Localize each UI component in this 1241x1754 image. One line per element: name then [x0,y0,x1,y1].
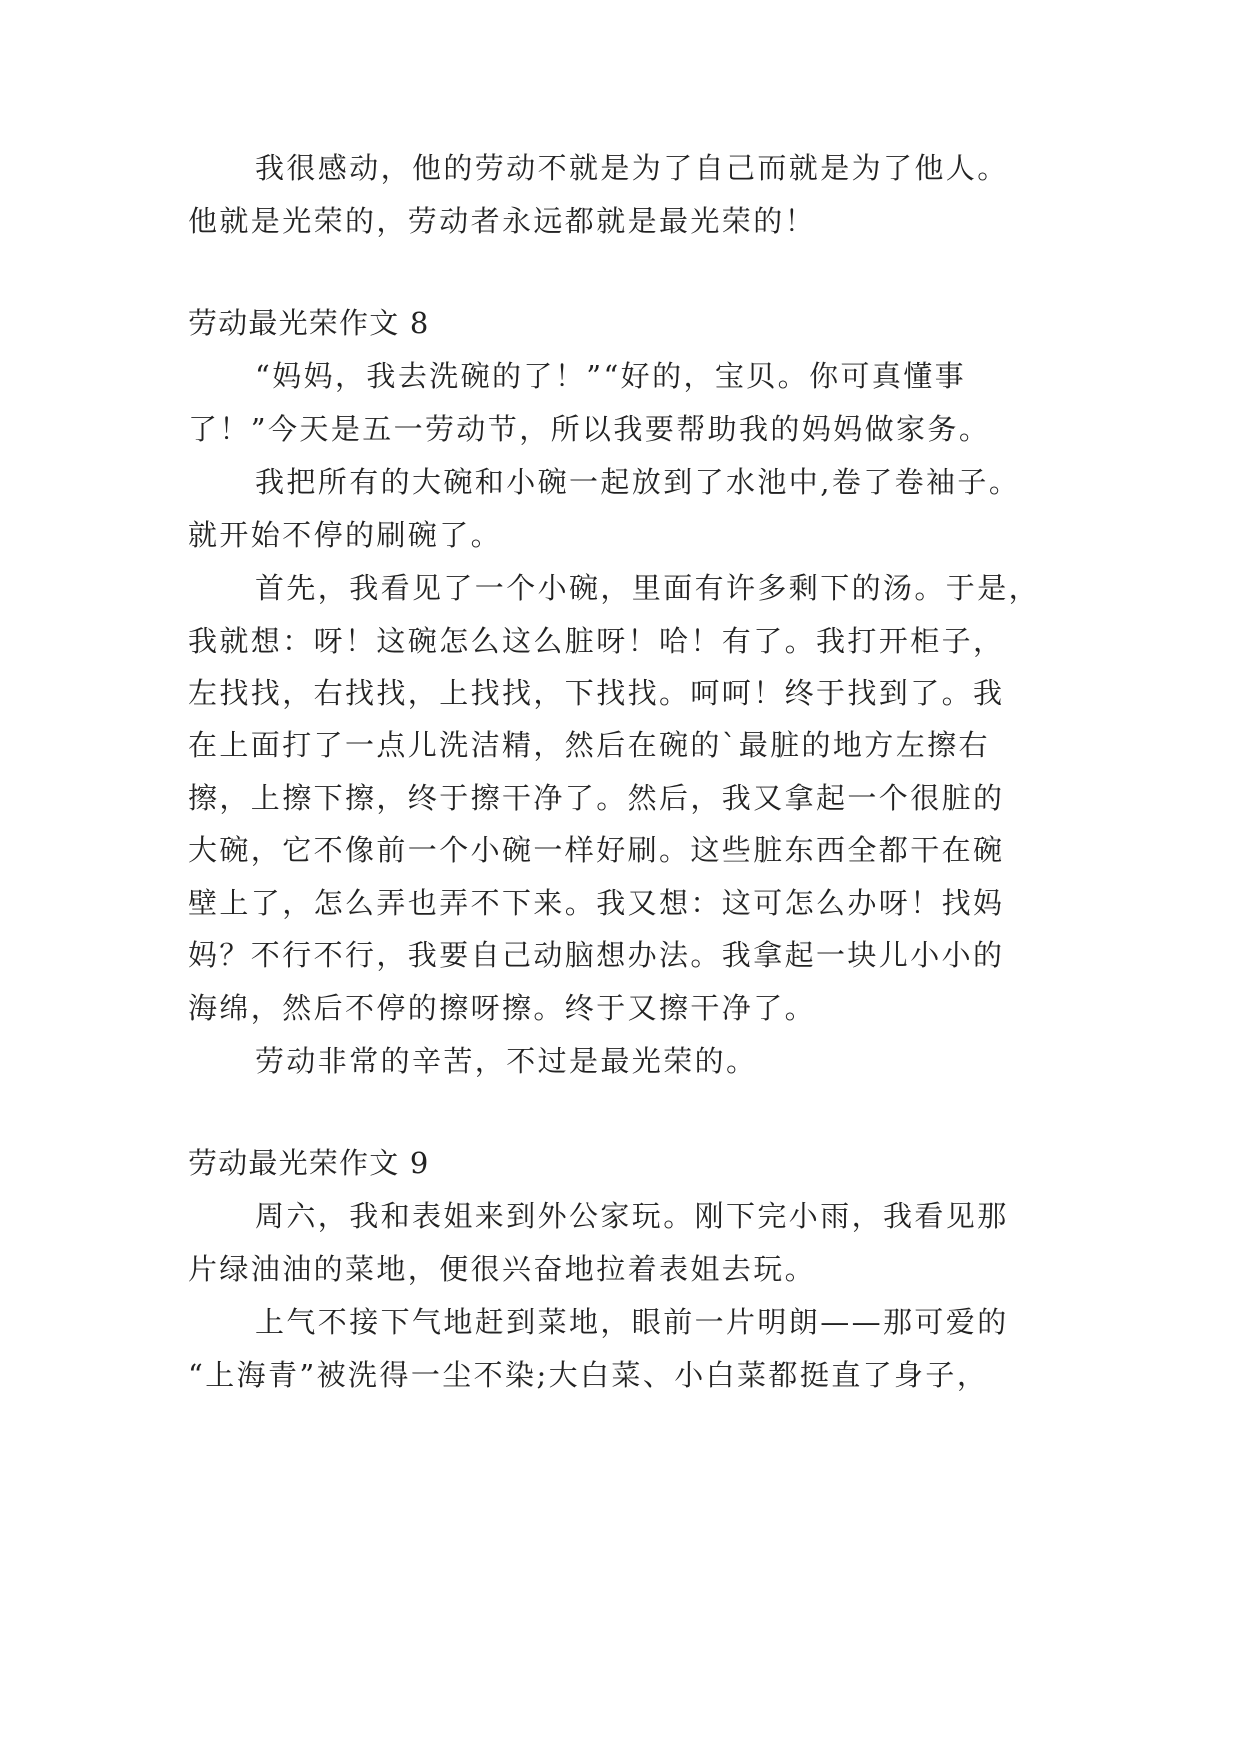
paragraph-line: 大碗，它不像前一个小碗一样好刷。这些脏东西全都干在碗 [188,833,1005,867]
paragraph-line: 他就是光荣的，劳动者永远都就是最光荣的！ [188,204,817,238]
paragraph-line: 首先，我看见了一个小碗，里面有许多剩下的汤。于是， [255,571,1041,605]
paragraph-line: 上气不接下气地赶到菜地，眼前一片明朗——那可爱的 [255,1305,1009,1339]
section-heading: 劳动最光荣作文 8 [188,306,430,340]
paragraph-line: 在上面打了一点儿洗洁精，然后在碗的`最脏的地方左擦右 [188,728,990,762]
paragraph-line: 壁上了，怎么弄也弄不下来。我又想：这可怎么办呀！找妈 [188,886,1005,920]
paragraph-line: 就开始不停的刷碗了。 [188,518,503,552]
paragraph-line: 海绵，然后不停的擦呀擦。终于又擦干净了。 [188,991,817,1025]
paragraph-line: 妈？不行不行，我要自己动脑想办法。我拿起一块儿小小的 [188,938,1005,972]
paragraph-line: 我把所有的大碗和小碗一起放到了水池中,卷了卷袖子。 [255,465,1021,499]
paragraph-line: 劳动非常的辛苦，不过是最光荣的。 [255,1044,758,1078]
section-heading: 劳动最光荣作文 9 [188,1146,430,1180]
paragraph-line: “上海青”被洗得一尘不染;大白菜、小白菜都挺直了身子， [188,1358,989,1392]
paragraph-line: 左找找，右找找，上找找，下找找。呵呵！终于找到了。我 [188,676,1005,710]
paragraph-line: 了！”今天是五一劳动节，所以我要帮助我的妈妈做家务。 [188,412,991,446]
paragraph-line: 我就想：呀！这碗怎么这么脏呀！哈！有了。我打开柜子， [188,624,1005,658]
paragraph-line: 片绿油油的菜地，便很兴奋地拉着表姐去玩。 [188,1252,817,1286]
paragraph-line: 周六，我和表姐来到外公家玩。刚下完小雨，我看见那 [255,1199,1009,1233]
paragraph-line: “妈妈，我去洗碗的了！”“好的，宝贝。你可真懂事 [255,359,967,393]
paragraph-line: 擦，上擦下擦，终于擦干净了。然后，我又拿起一个很脏的 [188,781,1005,815]
paragraph-line: 我很感动，他的劳动不就是为了自己而就是为了他人。 [255,151,1009,185]
